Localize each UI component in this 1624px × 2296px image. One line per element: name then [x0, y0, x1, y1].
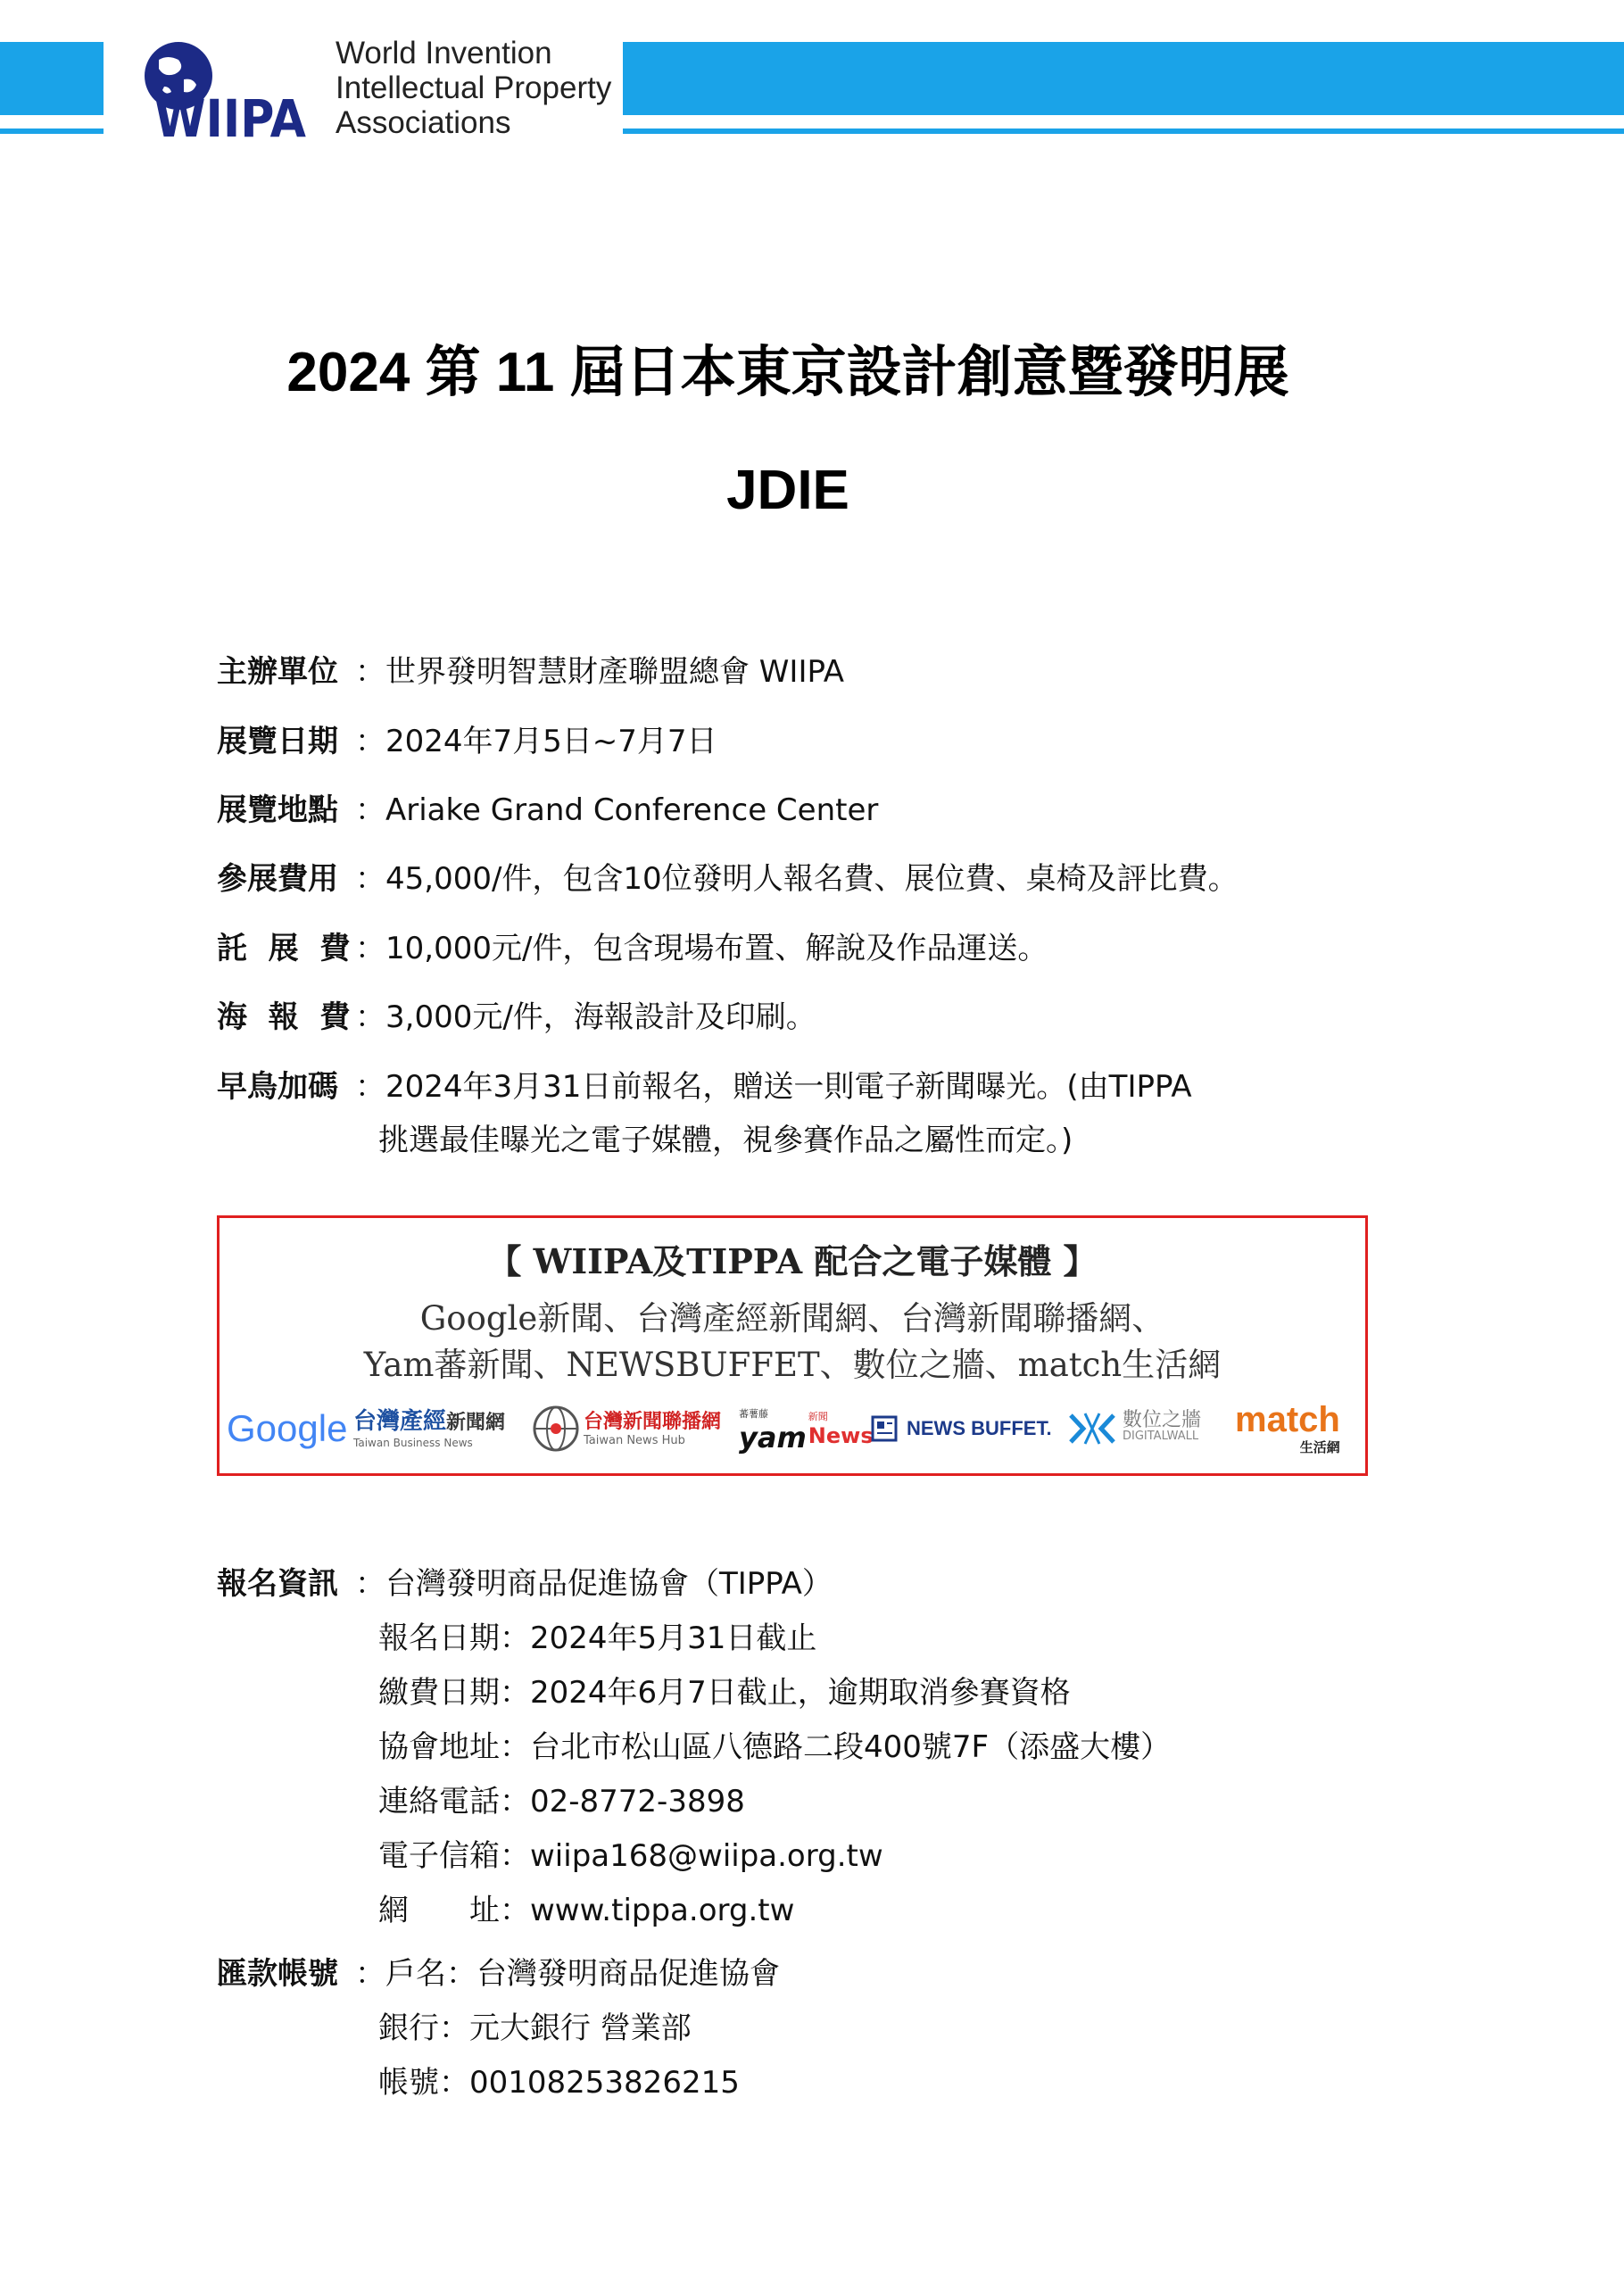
header-band-right	[623, 42, 1624, 115]
info-label: 海 報 費	[217, 999, 351, 1035]
payment-deadline: 繳費日期：2024年6月7日截止，逾期取消參賽資格	[378, 1675, 1071, 1711]
org-name-line-3: Associations	[336, 105, 511, 140]
remit-bank: 銀行：元大銀行 營業部	[378, 2010, 692, 2046]
taiwan-business-news-logo: 台灣產經新聞網 Taiwan Business News	[353, 1408, 506, 1449]
info-value: ：世界發明智慧財產聯盟總會 WIIPA	[355, 654, 845, 690]
website-url[interactable]: 網 址：www.tippa.org.tw	[378, 1893, 795, 1928]
page-title: 2024 第 11 屆日本東京設計創意暨發明展	[286, 342, 1289, 403]
early-bird-continuation: 挑選最佳曝光之電子媒體，視參賽作品之屬性而定。)	[378, 1123, 1073, 1158]
info-label: 託 展 費	[217, 931, 351, 966]
info-row-organizer	[217, 651, 377, 692]
media-box-heading: 【 WIIPA及TIPPA 配合之電子媒體 】	[487, 1241, 1098, 1281]
google-logo: Google	[227, 1407, 348, 1449]
info-row-venue	[217, 790, 377, 831]
header-band-left	[0, 42, 104, 115]
info-value: ：2024年3月31日前報名，贈送一則電子新聞曝光。(由TIPPA	[355, 1069, 1192, 1105]
match-logo: match 生活網	[1235, 1399, 1340, 1455]
globe-icon	[532, 1405, 580, 1453]
registration-deadline: 報名日期：2024年5月31日截止	[378, 1620, 817, 1656]
taiwan-news-hub-logo: 台灣新聞聯播網 Taiwan News Hub	[532, 1397, 721, 1461]
info-label: 早鳥加碼	[217, 1069, 338, 1105]
yam-news-logo: 蕃薯藤 yam 新聞 News	[739, 1408, 874, 1455]
info-value: ：3,000元/件，海報設計及印刷。	[355, 999, 816, 1035]
info-label: 展覽日期	[217, 724, 338, 759]
info-row-poster-fee	[217, 997, 377, 1038]
info-label: 主辦單位	[217, 654, 338, 690]
newspaper-icon	[871, 1413, 901, 1444]
header-line-right	[623, 128, 1624, 134]
info-value: ：Ariake Grand Conference Center	[355, 792, 879, 828]
remit-row	[217, 1953, 377, 1994]
wiipa-logo	[132, 40, 330, 143]
info-value: ：10,000元/件，包含現場布置、解說及作品運送。	[355, 931, 1048, 966]
info-row-consign-fee	[217, 928, 377, 969]
info-label: 展覽地點	[217, 792, 338, 828]
header-line-left	[0, 128, 104, 134]
digitalwall-logo: 數位之牆 DIGITALWALL	[1067, 1397, 1201, 1461]
media-box-line-1: Google新聞、台灣產經新聞網、台灣新聞聯播網、	[419, 1299, 1165, 1338]
org-name-line-2: Intellectual Property	[336, 70, 612, 105]
registration-label: 報名資訊	[217, 1566, 338, 1602]
media-box-line-2: Yam蕃新聞、NEWSBUFFET、數位之牆、match生活網	[363, 1346, 1222, 1384]
info-row-dates	[217, 721, 377, 762]
info-row-fee	[217, 858, 377, 899]
info-row-early-bird	[217, 1066, 377, 1107]
remit-account-number: 帳號：00108253826215	[378, 2065, 740, 2101]
association-address: 協會地址：台北市松山區八德路二段400號7F（添盛大樓）	[378, 1729, 1172, 1765]
contact-email[interactable]: 電子信箱：wiipa168@wiipa.org.tw	[378, 1838, 883, 1874]
svg-text:WIIPA: WIIPA	[154, 88, 307, 143]
remit-label: 匯款帳號	[217, 1956, 338, 1992]
contact-phone: 連絡電話：02-8772-3898	[378, 1784, 745, 1819]
info-value: ：2024年7月5日~7月7日	[355, 724, 717, 759]
info-value: ：45,000/件，包含10位發明人報名費、展位費、桌椅及評比費。	[355, 861, 1239, 897]
info-label: 參展費用	[217, 861, 338, 897]
org-name-line-1: World Invention	[336, 36, 552, 70]
media-partners-box	[217, 1215, 1368, 1476]
registration-value: ：台灣發明商品促進協會（TIPPA）	[355, 1566, 833, 1602]
page-subtitle: JDIE	[726, 460, 849, 521]
digitalwall-icon	[1067, 1408, 1117, 1449]
registration-row	[217, 1563, 377, 1604]
newsbuffet-logo: NEWS BUFFET.	[871, 1397, 1052, 1461]
remit-account-name: ：戶名：台灣發明商品促進協會	[355, 1956, 780, 1992]
